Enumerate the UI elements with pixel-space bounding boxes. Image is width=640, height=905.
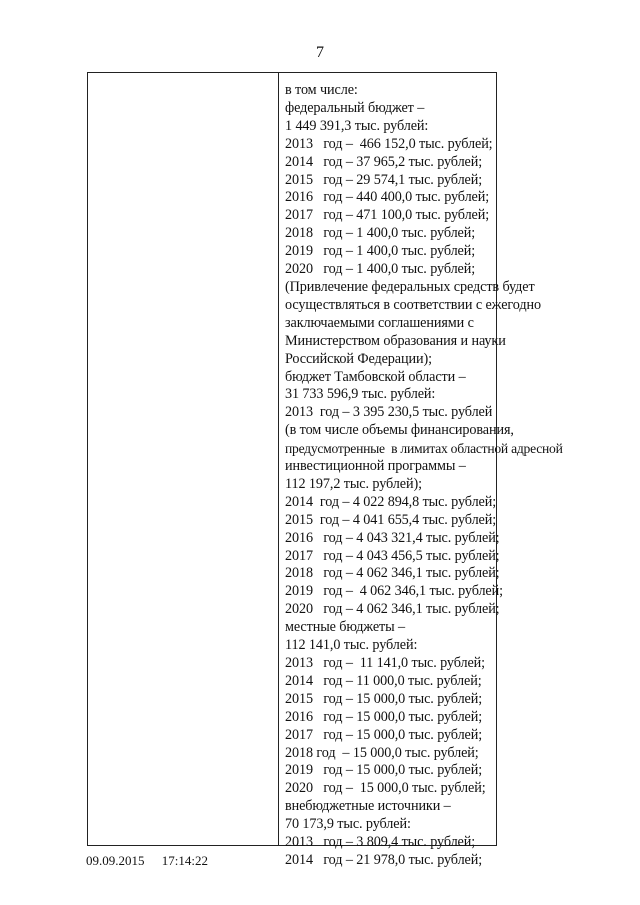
text-line: 2016 год – 4 043 321,4 тыс. рублей; [285,529,500,546]
footer-date: 09.09.2015 [86,853,145,868]
text-line: 2018 год – 4 062 346,1 тыс. рублей; [285,565,500,582]
text-line: 2013 год – 3 809,4 тыс. рублей; [285,834,476,851]
text-line: 2015 год – 29 574,1 тыс. рублей; [285,171,483,188]
text-line: 2014 год – 37 965,2 тыс. рублей; [285,153,483,170]
text-line: 2019 год – 15 000,0 тыс. рублей; [285,762,483,779]
text-line: 2019 год – 1 400,0 тыс. рублей; [285,243,476,260]
text-line: (в том числе объемы финансирования, [285,422,514,439]
page-number: 7 [316,44,324,61]
text-line: местные бюджеты – [285,619,405,636]
text-line: Российской Федерации); [285,350,432,367]
text-line: в том числе: [285,82,358,98]
text-line: 2020 год – 15 000,0 тыс. рублей; [285,780,486,797]
table-left-cell [88,73,278,845]
text-line: 2015 год – 4 041 655,4 тыс. рублей; [285,511,497,528]
text-line: заключаемыми соглашениями с [285,314,474,331]
text-line: 2020 год – 4 062 346,1 тыс. рублей; [285,601,500,618]
text-line: 2018 год – 1 400,0 тыс. рублей; [285,225,476,242]
column-divider [278,73,279,845]
text-line: 2013 год – 3 395 230,5 тыс. рублей [285,404,493,421]
text-line: 2015 год – 15 000,0 тыс. рублей; [285,690,483,707]
footer-time: 17:14:22 [161,853,208,868]
text-line: 2014 год – 4 022 894,8 тыс. рублей; [285,493,497,510]
text-line: бюджет Тамбовской области – [285,368,466,385]
text-line: 2013 год – 11 141,0 тыс. рублей; [285,655,486,671]
text-line: предусмотренные в лимитах областной адресной [285,441,563,457]
text-line: 2013 год – 466 152,0 тыс. рублей; [285,135,493,152]
text-line: 112 141,0 тыс. рублей: [285,637,418,654]
text-line: 2018 год – 15 000,0 тыс. рублей; [285,744,479,761]
text-line: 2014 год – 11 000,0 тыс. рублей; [285,672,482,689]
text-line: инвестиционной программы – [285,458,466,475]
text-line: 2020 год – 1 400,0 тыс. рублей; [285,261,476,278]
text-line: Министерством образования и науки [285,332,506,349]
table-right-cell [285,82,563,870]
text-line: 1 449 391,3 тыс. рублей: [285,117,429,134]
text-line: 2016 год – 440 400,0 тыс. рублей; [285,189,490,206]
text-line: 2016 год – 15 000,0 тыс. рублей; [285,708,483,725]
footer-timestamp [86,853,208,869]
text-line: (Привлечение федеральных средств будет [285,278,535,295]
text-line: 2017 год – 15 000,0 тыс. рублей; [285,726,483,743]
text-line: 70 173,9 тыс. рублей: [285,816,411,833]
text-line: 31 733 596,9 тыс. рублей: [285,386,436,403]
text-line: федеральный бюджет – [285,99,425,116]
text-line: 2019 год – 4 062 346,1 тыс. рублей; [285,583,503,600]
text-line: 112 197,2 тыс. рублей); [285,475,422,492]
text-line: внебюджетные источники – [285,798,451,815]
text-line: 2017 год – 4 043 456,5 тыс. рублей; [285,547,500,564]
text-line: 2017 год – 471 100,0 тыс. рублей; [285,207,490,224]
text-line: осуществляться в соответствии с ежегодно [285,296,541,313]
text-line: 2014 год – 21 978,0 тыс. рублей; [285,851,483,868]
